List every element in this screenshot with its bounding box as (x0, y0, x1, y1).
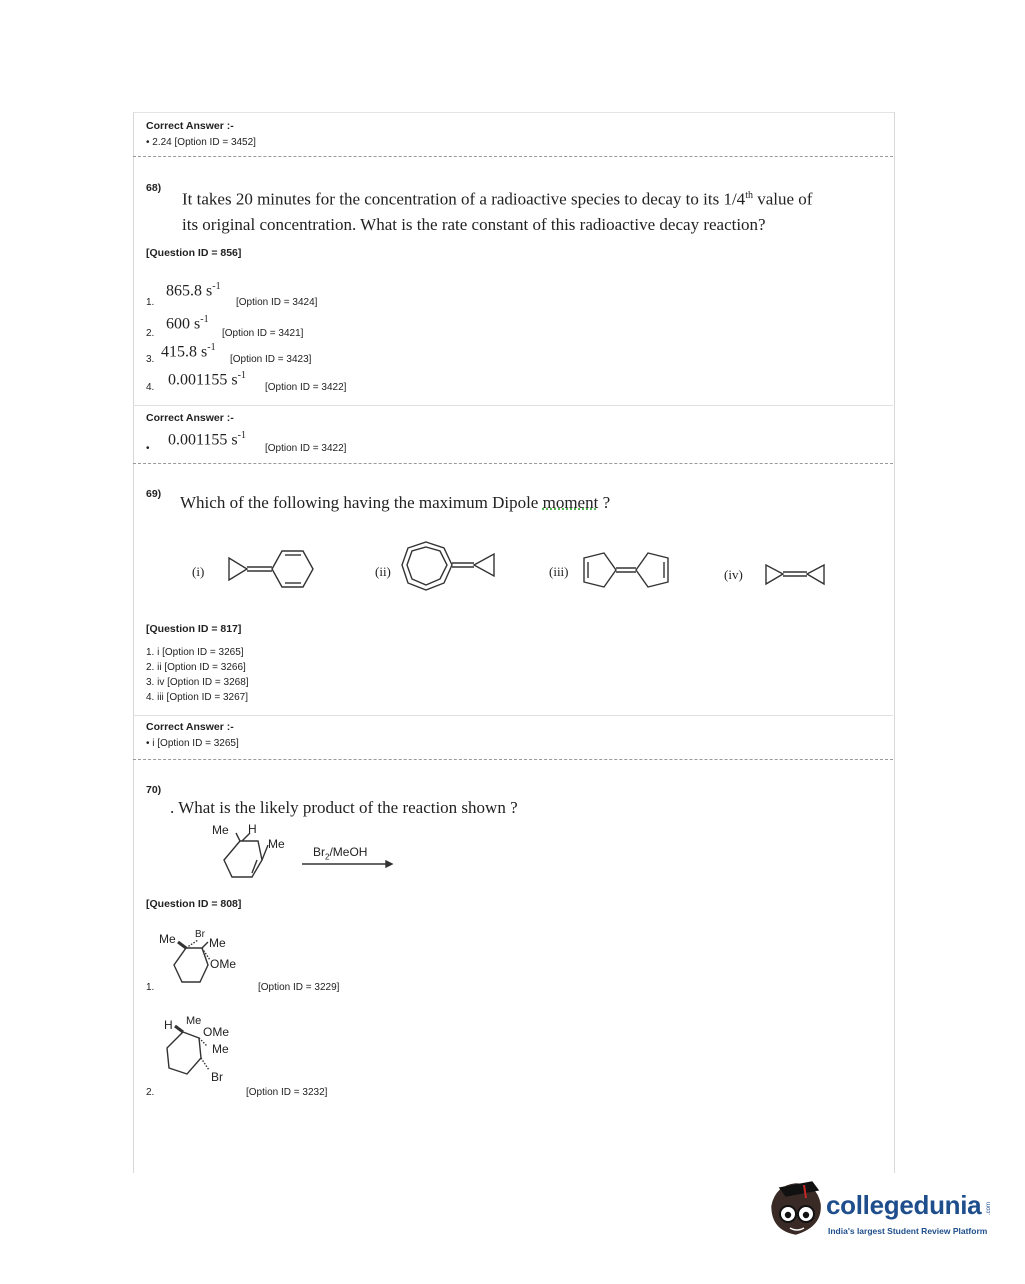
prev-answer-value: • 2.24 [Option ID = 3452] (146, 137, 256, 148)
q68-text: It takes 20 minutes for the concentration of a radioactive species to decay to its 1/4th value of its original concentration. What is the rate constant of this radioactive decay reaction? (182, 189, 813, 234)
q69-structure-label-ii: (ii) (375, 564, 391, 579)
q68-answer-heading: Correct Answer :- (146, 412, 234, 424)
page-frame (133, 112, 895, 1173)
q68-answer-id: [Option ID = 3422] (265, 443, 347, 454)
q68-opt3-value: 415.8 $s^{-1}$ (161, 342, 216, 361)
q69-answer-value: • i [Option ID = 3265] (146, 738, 239, 749)
brand-name[interactable]: collegedunia (826, 1190, 982, 1220)
opt1-id: [Option ID = 3229] (258, 982, 340, 993)
q68-opt2-id: [Option ID = 3421] (222, 328, 304, 339)
q68-opt4-value: 0.001155 $s^{-1}$ (168, 370, 246, 389)
reaction-arrow-image (302, 859, 394, 869)
option1-structure-image (170, 940, 220, 990)
starting-material-image (222, 833, 282, 883)
q69-option-1: 1. i [Option ID = 3265] (146, 647, 244, 658)
sm-label-h: H (248, 822, 257, 836)
sm-label-me: Me (212, 823, 229, 837)
q70-number: 70) (146, 784, 162, 796)
structure-i-image (225, 548, 317, 590)
q69-structure-label-i: (i) (192, 564, 205, 579)
q68-opt3-num: 3. (146, 354, 155, 365)
q68-opt2-num: 2. (146, 328, 155, 339)
divider (133, 759, 893, 760)
opt2-label-me: Me (186, 1015, 202, 1027)
q68-opt1-value: 865.8 $s^{-1}$ (166, 281, 221, 300)
structure-iv-image (763, 562, 829, 588)
opt2-num: 2. (146, 1087, 155, 1098)
q68-opt1-id: [Option ID = 3424] (236, 297, 318, 308)
q68-answer-value: 0.001155 $s^{-1}$ (168, 430, 246, 449)
opt1-label-ome: OMe (210, 957, 237, 971)
opt1-num: 1. (146, 982, 155, 993)
q68-opt1-num: 1. (146, 297, 155, 308)
q68-opt3-id: [Option ID = 3423] (230, 354, 312, 365)
q69-structure-label-iii: (iii) (549, 564, 569, 579)
q70-text: . What is the likely product of the reaction shown ? (170, 798, 518, 817)
opt1-label-br: Br (195, 929, 205, 940)
divider (133, 463, 893, 464)
brand-tagline: India's largest Student Review Platform (828, 1226, 988, 1236)
structure-iii-image (580, 550, 675, 590)
prev-answer-heading: Correct Answer :- (146, 120, 234, 132)
q69-option-4: 4. iii [Option ID = 3267] (146, 692, 249, 703)
q68-qid: [Question ID = 856] (146, 247, 242, 259)
bullet: • (146, 443, 150, 454)
q69-option-2: 2. ii [Option ID = 3266] (146, 662, 246, 673)
opt2-label-ome: OMe (203, 1025, 230, 1039)
q69-number: 69) (146, 488, 162, 500)
q69-option-3: 3. iv [Option ID = 3268] (146, 677, 249, 688)
q68-opt4-id: [Option ID = 3422] (265, 382, 347, 393)
divider (133, 715, 893, 716)
q68-opt4-num: 4. (146, 382, 155, 393)
opt2-label-h: H (164, 1018, 173, 1032)
brand-tld: .com (986, 1202, 992, 1216)
opt2-id: [Option ID = 3232] (246, 1087, 328, 1098)
structure-ii-image (398, 538, 498, 598)
sm-label-me2: Me (268, 837, 285, 851)
opt1-label-me2: Me (209, 936, 226, 950)
q69-qid: [Question ID = 817] (146, 623, 242, 635)
divider (133, 405, 893, 406)
divider (133, 156, 893, 157)
opt2-label-br: Br (211, 1070, 223, 1084)
reagent-label: $Br_2$/MeOH (313, 845, 368, 862)
q69-answer-heading: Correct Answer :- (146, 721, 234, 733)
q69-text: Which of the following having the maximum Dipole moment ? (180, 493, 611, 512)
collegedunia-mascot-icon (766, 1176, 826, 1246)
q68-opt2-value: 600 $s^{-1}$ (166, 314, 209, 333)
q69-structure-label-iv: (iv) (724, 567, 743, 582)
q68-number: 68) (146, 182, 162, 194)
opt2-label-me2: Me (212, 1042, 229, 1056)
opt1-label-me: Me (159, 932, 176, 946)
q70-qid: [Question ID = 808] (146, 898, 242, 910)
option2-structure-image (165, 1028, 215, 1080)
